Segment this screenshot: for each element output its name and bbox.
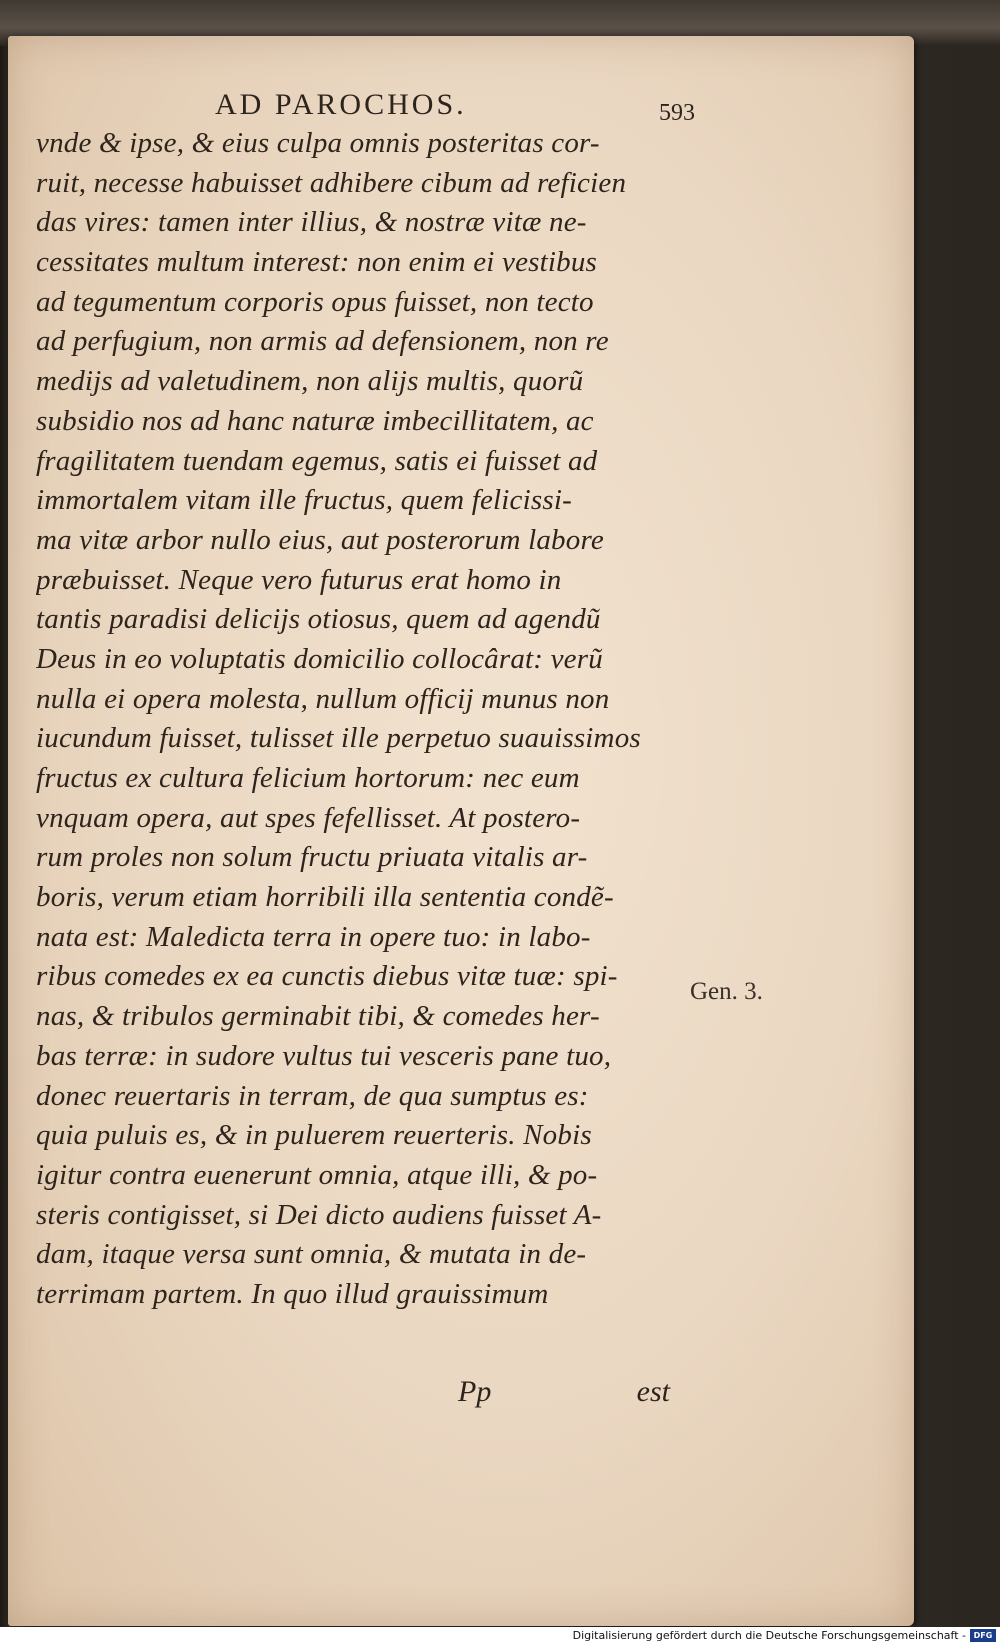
text-line: terrimam partem. In quo illud grauissimum [36, 1277, 549, 1310]
marginal-note: Gen. 3. [690, 978, 763, 1005]
text-line: subsidio nos ad hanc naturæ imbecillitatem, ac [36, 404, 594, 437]
text-line: fragilitatem tuendam egemus, satis ei fuisset ad [36, 444, 598, 477]
text-line: ribus comedes ex ea cunctis diebus vitæ tuæ: spi- [36, 960, 618, 993]
text-line: igitur contra euenerunt omnia, atque illi, & po- [36, 1158, 598, 1191]
text-line: ruit, necesse habuisset adhibere cibum ad reficien [36, 166, 627, 199]
text-line: medijs ad valetudinem, non alijs multis, quorũ [36, 365, 584, 398]
text-line: steris contigisset, si Dei dicto audiens fuisset A- [36, 1198, 602, 1231]
text-line: immortalem vitam ille fructus, quem felicissi- [36, 484, 572, 517]
catchword: est [636, 1375, 670, 1408]
page-number: 593 [659, 100, 695, 126]
text-line: bas terræ: in sudore vultus tui vesceris pane tuo, [36, 1039, 612, 1072]
running-head: AD PAROCHOS. [215, 88, 467, 121]
text-line: rum proles non solum fructu priuata vitalis ar- [36, 841, 588, 874]
text-line: cessitates multum interest: non enim ei vestibus [36, 246, 598, 279]
text-line: iucundum fuisset, tulisset ille perpetuo suauissimos [36, 722, 641, 755]
text-line: quia puluis es, & in puluerem reuerteris. Nobis [36, 1119, 592, 1152]
text-line: ma vitæ arbor nullo eius, aut posterorum labore [36, 523, 604, 556]
text-line: vnquam opera, aut spes fefellisset. At postero- [36, 801, 581, 834]
text-line: nulla ei opera molesta, nullum officij munus non [36, 682, 610, 715]
text-line: Deus in eo voluptatis domicilio collocârat: verũ [36, 642, 603, 675]
dfg-logo: DFG [970, 1629, 996, 1642]
page-footer [458, 1375, 688, 1415]
text-line: dam, itaque versa sunt omnia, & mutata in de- [36, 1238, 587, 1271]
funding-credit-bar [0, 1627, 1000, 1645]
text-line: præbuisset. Neque vero futurus erat homo in [36, 563, 562, 596]
text-line: donec reuertaris in terram, de qua sumptus es: [36, 1079, 589, 1112]
text-line: das vires: tamen inter illius, & nostræ vitæ ne- [36, 206, 587, 239]
text-line: nas, & tribulos germinabit tibi, & comedes her- [36, 1000, 600, 1033]
body-text [36, 124, 696, 1315]
signature-mark: Pp [458, 1375, 492, 1408]
text-line: ad tegumentum corporis opus fuisset, non tecto [36, 285, 594, 318]
text-line: vnde & ipse, & eius culpa omnis posteritas cor- [36, 127, 600, 159]
text-line: ad perfugium, non armis ad defensionem, non re [36, 325, 609, 358]
text-line: tantis paradisi delicijs otiosus, quem ad agendũ [36, 603, 601, 636]
text-line: fructus ex cultura felicium hortorum: nec eum [36, 762, 580, 794]
text-line: boris, verum etiam horribili illa sententia condẽ- [36, 881, 614, 914]
text-line: nata est: Maledicta terra in opere tuo: in labo- [36, 920, 591, 953]
funding-credit-text: Digitalisierung gefördert durch die Deutsche Forschungsgemeinschaft - [572, 1629, 966, 1642]
